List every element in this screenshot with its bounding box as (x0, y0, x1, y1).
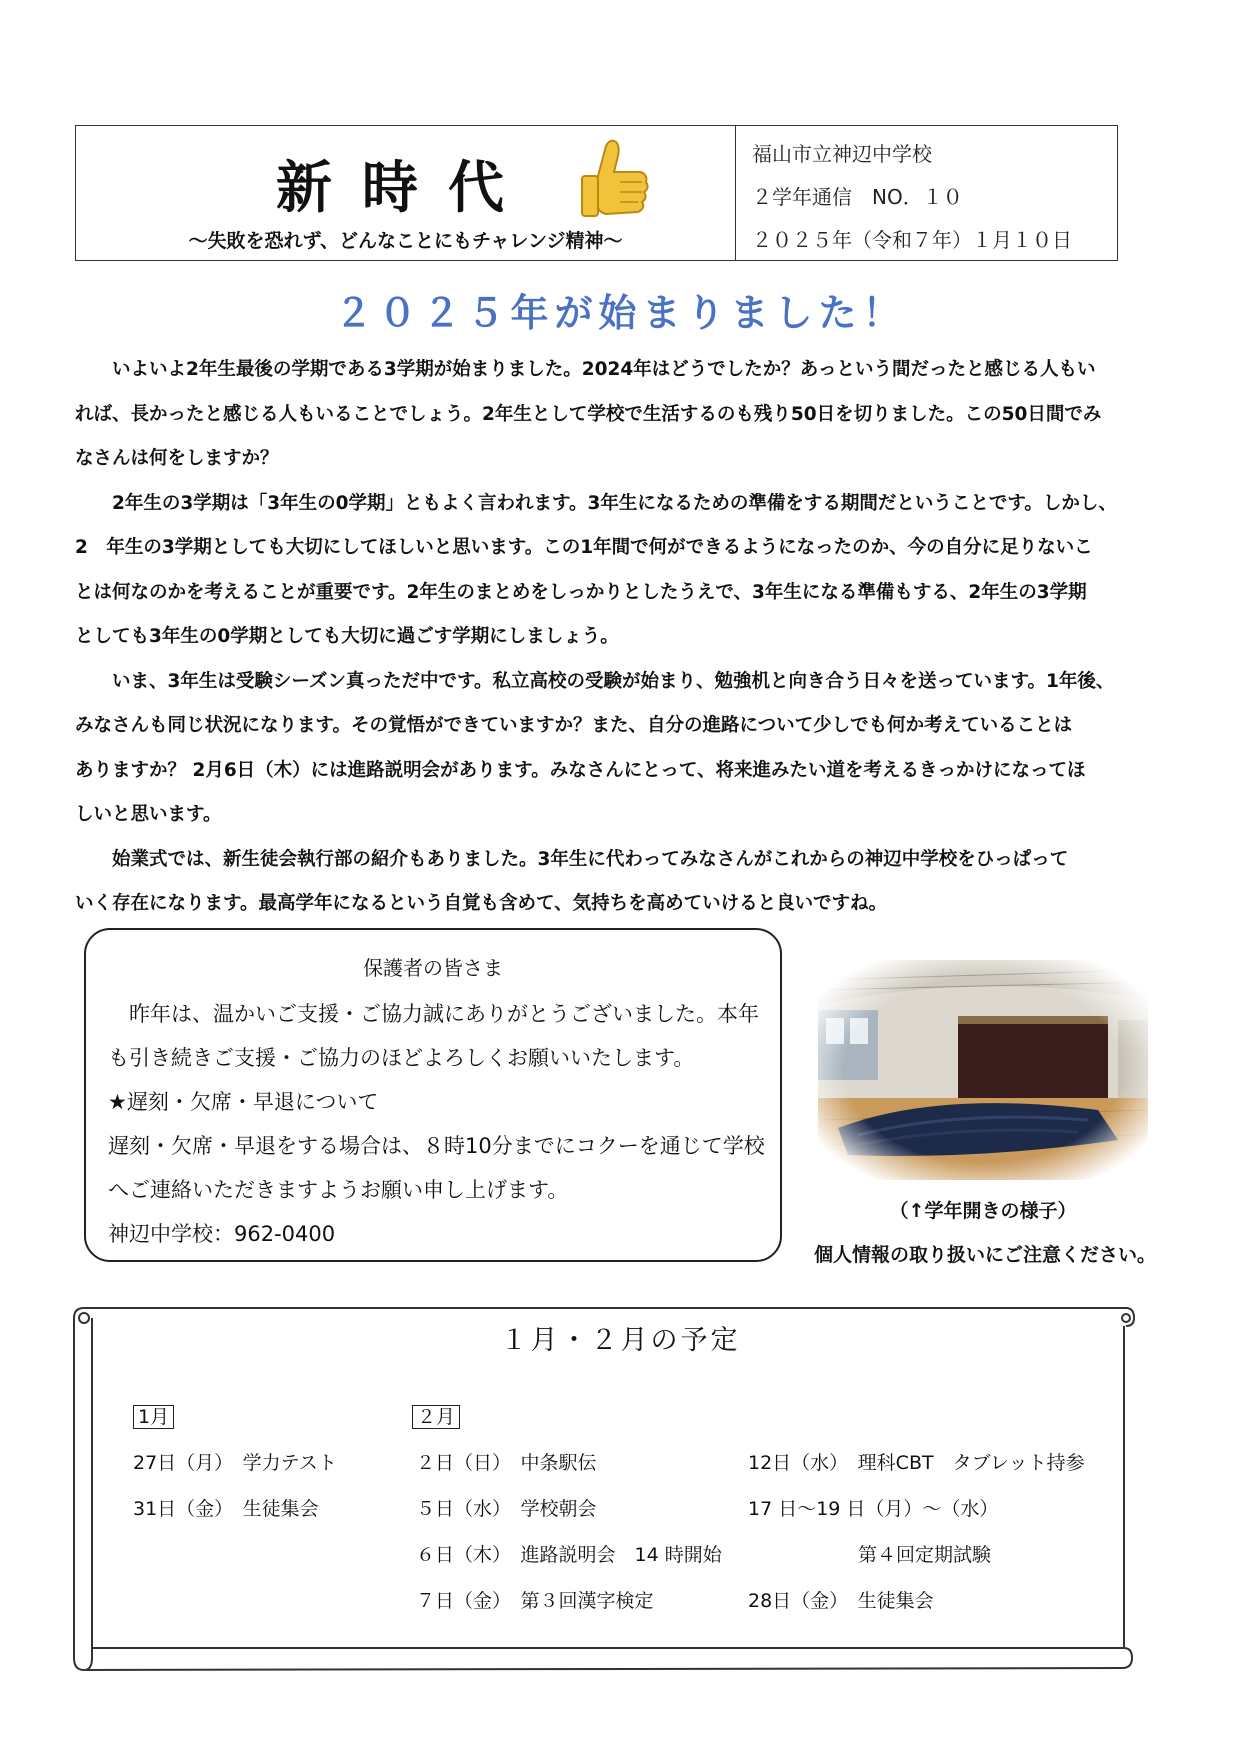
notice-line: も引き続きご支援・ご協力のほどよろしくお願いいたします。 (108, 1046, 695, 1070)
schedule-item: ２日（日） 中条駅伝 (416, 1452, 597, 1474)
january-label (133, 1402, 174, 1429)
schedule-item: 31日（金） 生徒集会 (133, 1498, 319, 1520)
privacy-notice: 個人情報の取り扱いにご注意ください。 (813, 1244, 1156, 1266)
schedule-item: 17 日～19 日（月）～（水） (748, 1498, 999, 1520)
schedule-item: ７日（金） 第３回漢字検定 (416, 1590, 654, 1612)
february-label (412, 1402, 460, 1429)
notice-line: へご連絡いただきますようお願い申し上げます。 (108, 1178, 569, 1202)
photo-caption: （↑学年開きの様子） (889, 1200, 1077, 1222)
paragraph-4: 始業式では、新生徒会執行部の紹介もありました。3年生に代わってみなさんがこれからの神辺中学校をひっぱって いく存在になります。最高学年になるという自覚も含めて、気持ちを高めていけると良いですね。 (75, 848, 1069, 914)
schedule-item: 27日（月） 学力テスト (133, 1452, 337, 1474)
school-phone: 神辺中学校：962-0400 (108, 1222, 336, 1246)
february-label-text: ２月 (412, 1405, 460, 1429)
newsletter-header (75, 125, 1118, 261)
issue-info (736, 126, 1117, 260)
newsletter-title: 新時代 (276, 156, 534, 221)
january-label-text: 1月 (133, 1405, 174, 1429)
thumbs-up-icon (576, 136, 652, 222)
issue-date: ２０２５年（令和７年）１月１０日 (752, 228, 1072, 252)
paragraph-2: 2年生の3学期は「3年生の0学期」ともよく言われます。3年生になるための準備をする期間だということです。しかし、 2 年生の3学期としても大切にしてほしいと思います。この1年間で何ができるようになったのか、今の自分に足りないこ とは何なのかを考えることが重要です。2年生のまとめをしっかりとしたうえで、3年生になる準備もする、2年生の3学期 としても3年生の0学期としても大切に過ごす学期にしましょう。 (75, 492, 1117, 647)
schedule-item: 12日（水） 理科CBT タブレット持参 (748, 1452, 1085, 1474)
notice-line: 遅刻・欠席・早退をする場合は、８時10分までにコクーを通じて学校 (108, 1134, 765, 1158)
newsletter-subtitle: ～失敗を恐れず、どんなことにもチャレンジ精神～ (188, 230, 623, 252)
schedule-title: １月・２月の予定 (500, 1325, 741, 1356)
school-name: 福山市立神辺中学校 (752, 142, 932, 166)
main-heading: ２０２５年が始まりました！ (334, 291, 907, 335)
schedule-item: ６日（木） 進路説明会 14 時開始 (416, 1544, 722, 1566)
notice-title: 保護者の皆さま (363, 956, 503, 980)
article-body (75, 348, 1180, 927)
parent-notice-box (84, 928, 782, 1262)
issue-number: ２学年通信 NO．１０ (752, 185, 963, 209)
schedule-item: 第４回定期試験 (858, 1544, 992, 1566)
notice-line: 昨年は、温かいご支援・ご協力誠にありがとうございました。本年 (108, 1002, 759, 1026)
notice-line: ★遅刻・欠席・早退について (108, 1090, 379, 1114)
assembly-photo (818, 960, 1148, 1180)
schedule-item: ５日（水） 学校朝会 (416, 1498, 597, 1520)
paragraph-1: いよいよ2年生最後の学期である3学期が始まりました。2024年はどうでしたか？あっという間だったと感じる人もい れば、長かったと感じる人もいることでしょう。2年生として学校で生活するのも残り50日を切りました。この50日間でみ なさんは何をしますか？ (75, 359, 1102, 469)
title-block (76, 126, 736, 260)
schedule-item: 28日（金） 生徒集会 (748, 1590, 934, 1612)
paragraph-3: いま、3年生は受験シーズン真っただ中です。私立高校の受験が始まり、勉強机と向き合う日々を送っています。1年後、 みなさんも同じ状況になります。その覚悟ができていますか？また、自分の進路について少しでも何か考えていることは ありますか？ 2月6日（木）には進路説明会があります。みなさんにとって、将来進みたい道を考えるきっかけになってほ しいと思います。 (75, 670, 1115, 825)
